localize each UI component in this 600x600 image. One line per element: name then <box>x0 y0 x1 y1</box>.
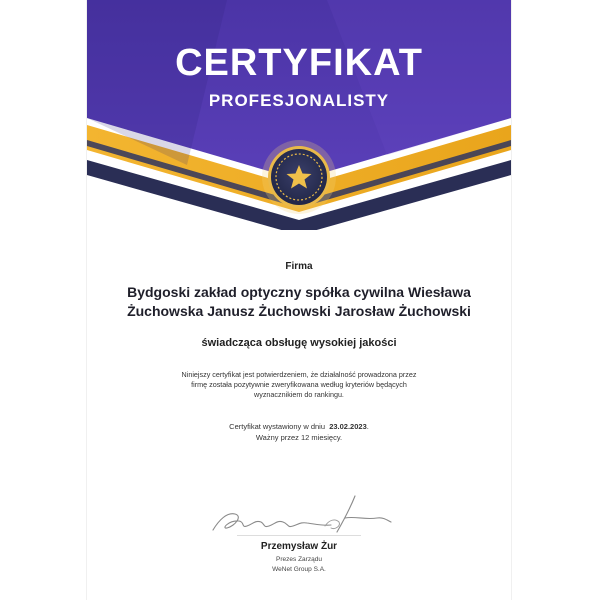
certificate-title: CERTYFIKAT <box>175 42 423 84</box>
issue-info <box>87 421 511 443</box>
star-badge-icon <box>262 140 336 214</box>
company-name <box>127 283 471 321</box>
signature-line <box>237 535 361 536</box>
firma-label: Firma <box>285 261 313 272</box>
description-line-1: Niniejszy certyfikat jest potwierdzeniem, że działalność prowadzona przez <box>181 370 417 379</box>
signer-company: WeNet Group S.A. <box>272 566 326 573</box>
handwritten-signature <box>205 490 395 538</box>
signer-role: Prezes Zarządu <box>276 556 322 563</box>
description-line-3: wyznacznikiem do rankingu. <box>254 390 344 399</box>
issue-date-suffix: . <box>366 422 369 431</box>
company-name-line-2: Żuchowska Janusz Żuchowski Jarosław Żuchowski <box>127 303 471 319</box>
issue-date-prefix: Certyfikat wystawiony w dniu <box>229 422 326 431</box>
signer-name: Przemysław Żur <box>260 541 338 552</box>
certificate-description <box>157 370 441 400</box>
quality-statement: świadcząca obsługę wysokiej jakości <box>201 337 397 349</box>
company-name-line-1: Bydgoski zakład optyczny spółka cywilna Wiesława <box>127 284 471 300</box>
validity-text: Ważny przez 12 miesięcy. <box>255 433 343 442</box>
issue-date-line <box>87 421 511 432</box>
description-line-2: firmę została pozytywnie zweryfikowana według kryteriów będących <box>191 380 407 389</box>
issue-date: 23.02.2023 <box>329 422 367 431</box>
certificate-subtitle: PROFESJONALISTY <box>208 91 390 110</box>
certificate-header-banner <box>87 0 511 230</box>
certificate-page <box>87 0 511 600</box>
